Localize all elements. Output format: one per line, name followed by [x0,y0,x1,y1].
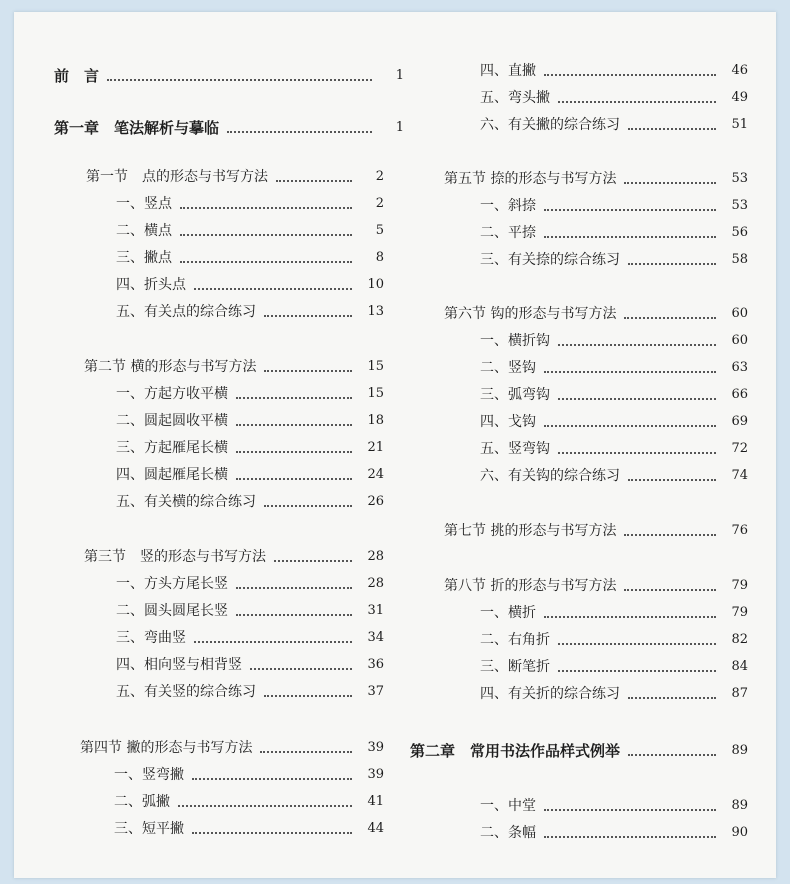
toc-label: 第五节 捺的形态与书写方法 [444,171,617,187]
toc-label: 一、斜捺 [480,198,536,214]
leader-dots [180,234,352,236]
leader-dots [558,670,716,672]
toc-label: 第二章 常用书法作品样式例举 [410,742,621,760]
toc-label: 五、有关点的综合练习 [116,304,256,320]
leader-dots [628,128,716,130]
toc-page-number: 39 [367,740,384,755]
toc-entry [86,162,384,186]
toc-page-number: 10 [367,277,384,292]
toc-entry [480,461,748,485]
toc-entry [116,487,384,511]
toc-entry [116,406,384,430]
leader-dots [250,668,352,670]
leader-dots [544,74,716,76]
leader-dots [544,809,716,811]
leader-dots [544,616,716,618]
toc-entry [116,379,384,403]
leader-dots [544,425,716,427]
toc-entry [84,352,384,376]
toc-label: 五、竖弯钩 [480,441,550,457]
toc-label: 二、弧撇 [114,794,170,810]
leader-dots [558,344,716,346]
toc-page-number: 56 [731,225,748,240]
leader-dots [264,315,352,317]
toc-entry [116,243,384,267]
toc-page-number: 21 [367,440,384,455]
toc-entry [444,164,748,188]
toc-page-number: 1 [395,120,404,135]
toc-label: 一、横折钩 [480,333,550,349]
toc-entry [80,733,384,757]
toc-entry [480,434,748,458]
toc-entry [114,787,384,811]
toc-entry [116,216,384,240]
leader-dots [628,479,716,481]
leader-dots [192,832,352,834]
toc-label: 三、撇点 [116,250,172,266]
toc-entry [444,571,748,595]
leader-dots [264,695,352,697]
leader-dots [236,587,352,589]
toc-label: 一、竖点 [116,196,172,212]
toc-page-number: 58 [731,252,748,267]
leader-dots [544,836,716,838]
toc-label: 二、横点 [116,223,172,239]
toc-page-number: 8 [375,250,384,265]
toc-entry [114,760,384,784]
toc-page-number: 49 [731,90,748,105]
toc-label: 一、竖弯撇 [114,767,184,783]
toc-entry [480,791,748,815]
toc-page-number: 89 [731,743,748,758]
leader-dots [276,180,352,182]
toc-page-number: 53 [731,171,748,186]
toc-label: 第四节 撇的形态与书写方法 [80,740,253,756]
toc-label: 第八节 折的形态与书写方法 [444,578,617,594]
toc-page-number: 39 [367,767,384,782]
toc-entry [480,818,748,842]
toc-label: 四、相向竖与相背竖 [116,657,242,673]
toc-page-number: 84 [731,659,748,674]
toc-entry [480,407,748,431]
toc-entry [116,677,384,701]
toc-label: 一、中堂 [480,798,536,814]
toc-page-number: 74 [731,468,748,483]
toc-label: 四、圆起雁尾长横 [116,467,228,483]
toc-page-number: 79 [731,578,748,593]
leader-dots [236,451,352,453]
toc-label: 四、直撇 [480,63,536,79]
leader-dots [274,560,352,562]
leader-dots [192,778,352,780]
toc-label: 五、弯头撇 [480,90,550,106]
toc-entry [114,814,384,838]
leader-dots [264,370,352,372]
toc-entry [480,598,748,622]
toc-label: 三、弯曲竖 [116,630,186,646]
toc-page-number: 89 [731,798,748,813]
toc-label: 一、方头方尾长竖 [116,576,228,592]
leader-dots [194,641,352,643]
toc-entry [116,433,384,457]
toc-label: 三、弧弯钩 [480,387,550,403]
toc-page-number: 5 [375,223,384,238]
toc-label: 第一节 点的形态与书写方法 [86,169,268,185]
leader-dots [236,424,352,426]
toc-label: 第六节 钩的形态与书写方法 [444,306,617,322]
toc-page-number: 60 [731,306,748,321]
leader-dots [628,697,716,699]
toc-page-number: 90 [731,825,748,840]
toc-label: 六、有关撇的综合练习 [480,117,620,133]
toc-page-number: 51 [731,117,748,132]
leader-dots [264,505,352,507]
toc-entry [116,297,384,321]
toc-entry [480,218,748,242]
toc-entry [444,516,748,540]
leader-dots [628,754,716,756]
leader-dots [194,288,352,290]
leader-dots [624,534,716,536]
leader-dots [558,398,716,400]
toc-entry [480,110,748,134]
toc-label: 三、有关捺的综合练习 [480,252,620,268]
toc-page-number: 1 [395,68,404,83]
toc-label: 第一章 笔法解析与摹临 [54,119,220,137]
leader-dots [544,236,716,238]
leader-dots [624,589,716,591]
toc-entry [480,380,748,404]
toc-entry [480,191,748,215]
leader-dots [236,614,352,616]
toc-entry [444,299,748,323]
toc-entry [116,270,384,294]
toc-label: 五、有关横的综合练习 [116,494,256,510]
toc-page-number: 28 [367,576,384,591]
toc-label: 四、折头点 [116,277,186,293]
leader-dots [544,209,716,211]
leader-dots [260,751,352,753]
leader-dots [227,131,372,133]
toc-label: 一、方起方收平横 [116,386,228,402]
toc-page-number: 15 [367,386,384,401]
toc-label: 第三节 竖的形态与书写方法 [84,549,266,565]
toc-entry [116,189,384,213]
toc-label: 第二节 横的形态与书写方法 [84,359,257,375]
toc-page-number: 44 [367,821,384,836]
toc-entry [480,326,748,350]
toc-page-number: 66 [731,387,748,402]
toc-page-number: 76 [731,523,748,538]
toc-label: 四、戈钩 [480,414,536,430]
toc-page-number: 37 [367,684,384,699]
toc-page-number: 15 [367,359,384,374]
toc-page-number: 28 [367,549,384,564]
toc-entry [116,596,384,620]
leader-dots [558,452,716,454]
toc-entry [54,61,404,85]
leader-dots [180,207,352,209]
toc-entry [84,542,384,566]
toc-page-number: 63 [731,360,748,375]
toc-page [14,12,776,878]
leader-dots [180,261,352,263]
toc-label: 三、断笔折 [480,659,550,675]
leader-dots [624,317,716,319]
toc-entry [54,113,404,137]
toc-entry [480,625,748,649]
leader-dots [544,371,716,373]
toc-entry [480,679,748,703]
toc-entry [116,569,384,593]
toc-label: 一、横折 [480,605,536,621]
toc-page-number: 26 [367,494,384,509]
toc-label: 二、圆起圆收平横 [116,413,228,429]
toc-page-number: 87 [731,686,748,701]
leader-dots [107,79,372,81]
toc-entry [116,460,384,484]
leader-dots [178,805,352,807]
toc-page-number: 79 [731,605,748,620]
toc-page-number: 82 [731,632,748,647]
toc-label: 第七节 挑的形态与书写方法 [444,523,617,539]
leader-dots [236,397,352,399]
toc-page-number: 24 [367,467,384,482]
toc-label: 二、竖钩 [480,360,536,376]
toc-entry [480,245,748,269]
toc-label: 五、有关竖的综合练习 [116,684,256,700]
leader-dots [624,182,716,184]
leader-dots [558,101,716,103]
toc-page-number: 53 [731,198,748,213]
toc-label: 二、条幅 [480,825,536,841]
toc-page-number: 41 [367,794,384,809]
toc-label: 三、方起雁尾长横 [116,440,228,456]
toc-label: 前 言 [54,67,100,85]
toc-page-number: 2 [375,169,384,184]
toc-page-number: 2 [375,196,384,211]
leader-dots [236,478,352,480]
toc-label: 二、圆头圆尾长竖 [116,603,228,619]
toc-page-number: 13 [367,304,384,319]
toc-page-number: 72 [731,441,748,456]
toc-label: 三、短平撇 [114,821,184,837]
toc-entry [480,652,748,676]
toc-entry [116,650,384,674]
toc-page-number: 31 [367,603,384,618]
toc-entry [410,736,748,760]
toc-page-number: 60 [731,333,748,348]
toc-label: 二、右角折 [480,632,550,648]
leader-dots [628,263,716,265]
toc-label: 六、有关钩的综合练习 [480,468,620,484]
toc-entry [480,83,748,107]
toc-label: 四、有关折的综合练习 [480,686,620,702]
toc-entry [480,353,748,377]
toc-label: 二、平捺 [480,225,536,241]
toc-page-number: 18 [367,413,384,428]
toc-page-number: 46 [731,63,748,78]
toc-page-number: 69 [731,414,748,429]
leader-dots [558,643,716,645]
toc-page-number: 34 [367,630,384,645]
toc-entry [116,623,384,647]
toc-page-number: 36 [367,657,384,672]
toc-entry [480,56,748,80]
